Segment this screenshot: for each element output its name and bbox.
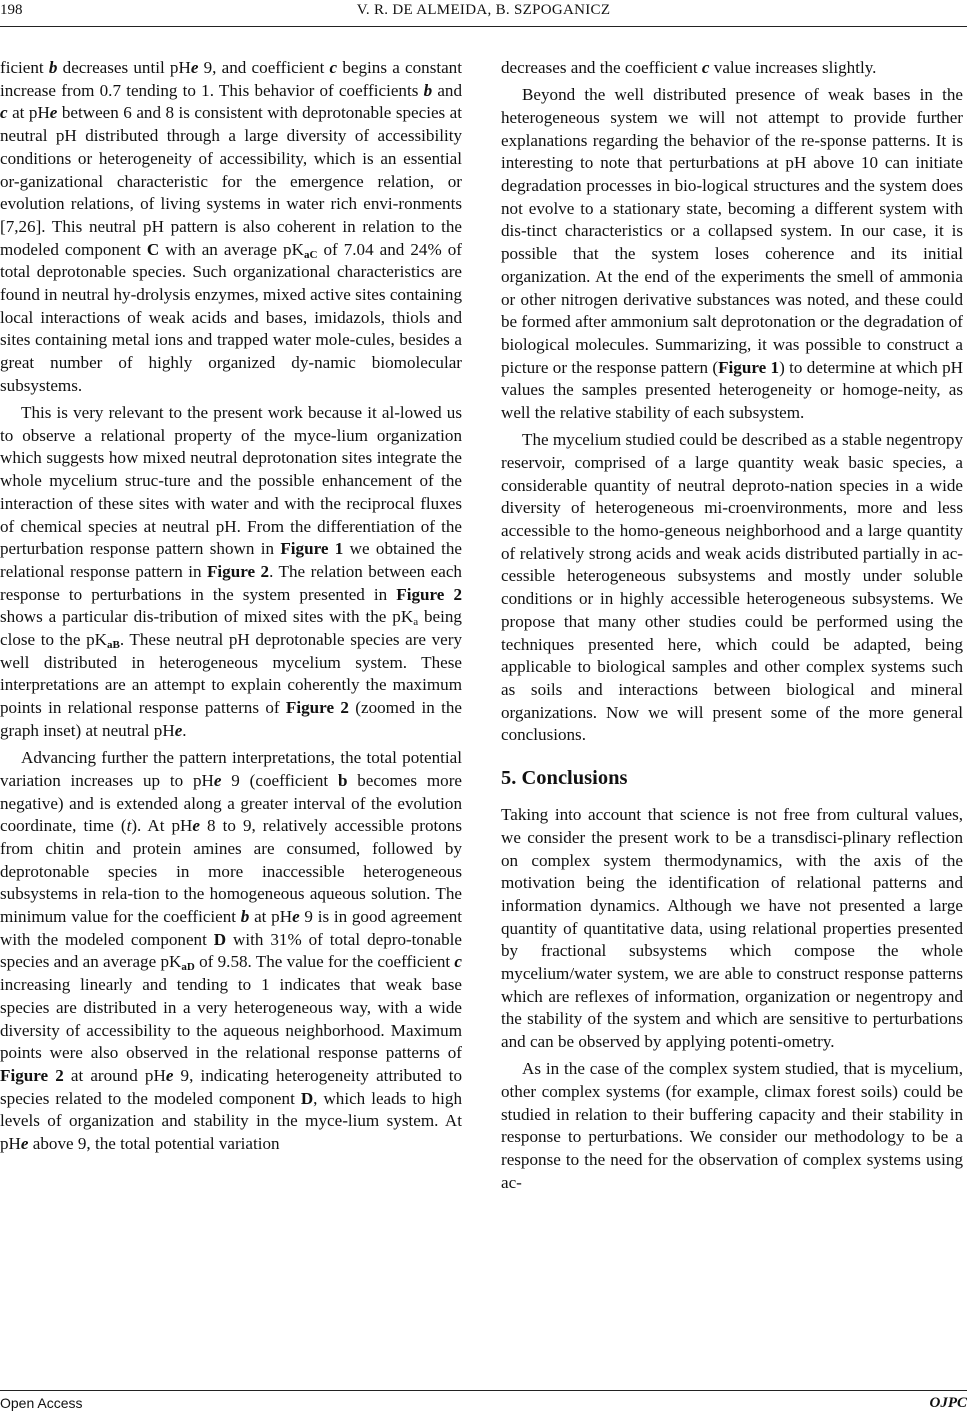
left-paragraph-2: This is very relevant to the present work because it al-lowed us to observe a relational property of the myce-lium organization which suggests how mixed neutral deprotonation sites integrate the whole mycelium struc-ture and the possible enhancement of the interaction of these sites with water and with the reciprocal fluxes of chemical species at neutral pH. From the differentiation of the perturbation response pattern shown in Figure 1 we obtained the relational response pattern in Figure 2. The relation between each response to perturbations in the system presented in Figure 2 shows a particular dis-tribution of mixed sites with the $pK_a$ being close to the $pK_{aB}$. These neutral pH deprotonable species are very well distributed in heterogeneous mycelium system. These interpretations are an attempt to explain coherently the maximum points in relational response patterns of Figure 2 (zoomed in the graph inset) at neutral pHe. bbox=[0, 403, 462, 740]
page-header bbox=[0, 0, 967, 27]
figure-2-ref: Figure 2 bbox=[0, 1065, 64, 1085]
left-paragraph-3: Advancing further the pattern interpretations, the total potential variation increases up to pHe 9 (coefficient b becomes more negative) and is extended along a greater interval of the evolution coordinate, time (t). At pHe 8 to 9, relatively accessible protons from chitin and protein amines are consumed, followed by deprotonable species in more inaccessible heterogeneous subsystems in rela-tion to the homogeneous aqueous solution. The minimum value for the coefficient b at pHe 9 is in good agreement with the modeled component D with 31% of total depro-tonable species and an average $pK_{aD}$ of 9.58. The value for the coefficient c increasing linearly and tending to 1 indicates that weak base species are distributed in a very heterogeneous way, with a wide diversity of accessibility to the aqueous neighborhood. Maximum points were also observed in the relational response patterns of Figure 2 at around pHe 9, indicating heterogeneity attributed to species related to the modeled component D, which leads to high levels of organization and stability in the myce-lium system. At pHe above 9, the total potential variation bbox=[0, 748, 462, 1154]
section-heading-conclusions: 5. Conclusions bbox=[501, 767, 628, 790]
journal-abbrev: OJPC bbox=[929, 1395, 967, 1411]
figure-2-ref: Figure 2 bbox=[285, 698, 349, 718]
figure-2-ref: Figure 2 bbox=[206, 561, 270, 581]
figure-2-ref: Figure 2 bbox=[396, 584, 462, 604]
open-access-label: Open Access bbox=[0, 1395, 83, 1411]
left-column bbox=[0, 57, 462, 1156]
right-paragraph-1: decreases and the coefficient c value increases slightly. bbox=[501, 58, 877, 77]
figure-1-ref: Figure 1 bbox=[718, 357, 780, 377]
right-paragraph-5: As in the case of the complex system studied, that is mycelium, other complex systems (for example, climax forest soils) could be studied in relation to their buffering capacity and their stability in response to perturbations. We consider our methodology to be a response to the need for the observation of complex systems using ac- bbox=[501, 1059, 963, 1192]
right-paragraph-3: The mycelium studied could be described as a stable negentropy reservoir, comprised of a large quantity weak basic species, a considerable quantity of neutral deproto-nation species in a wide diversity of heterogeneous mi-croenvironments, more and less accessible to the homo-geneous neighborhood and a large quantity of relatively strong acids and weak acids distributed partially in ac-cessible heterogeneous subsystems and mostly under soluble conditions or in highly accessible heterogeneous subsystems. We propose that many other studies could be performed using the techniques presented here, which could be adapted, being applicable to biological samples and other complex systems such as soils and interactions between biological and mineral organizations. Now we will present some of the more general conclusions. bbox=[501, 430, 963, 745]
figure-1-ref: Figure 1 bbox=[280, 539, 344, 559]
page-number: 198 bbox=[0, 2, 23, 18]
right-paragraph-2: Beyond the well distributed presence of weak bases in the heterogeneous system we will not attempt to provide further explanations regarding the behavior of the re-sponse patterns. It is interesting to note that perturbations at pH above 10 can initiate degradation processes in bio-logical structures and the system does not evolve to a stationary state, becoming a different system with dis-tinct characteristics or a collapsed system. In our case, it is possible that the system loses coherence and its initial organization. At the end of the experiments the smell of ammonia or other nitrogen derivative substances was noted, and these could be formed after ammonium salt deprotonation or the degradation of biological molecules. Summarizing, it was possible to construct a picture or the response pattern (Figure 1) to determine at which pH values the samples presented heterogeneity or homoge-neity, as well the relative stability of each subsystem. bbox=[501, 85, 963, 423]
left-paragraph-1: ficient b decreases until pHe 9, and coefficient c begins a constant increase from 0.7 tending to 1. This behavior of coefficients b and c at pHe between 6 and 8 is consistent with deprotonable species at neutral pH distributed through a large diversity of accessibility conditions or heterogeneity of accessibility, which is an essential or-ganizational characteristic for the emergence relation, or evolution relations, of living systems in water rich envi-ronments [7,26]. This neutral pH pattern is also coherent in relation to the modeled component C with an average $pK_{aC}$ of 7.04 and 24% of total deprotonable species. Such organizational characteristics are found in neutral hy-drolysis enzymes, mixed active sites containing local interactions of weak acids and bases, imidazols, thiols and sites containing metal ions and trapped water mole-cules, besides a great number of highly organized dy-namic biomolecular subsystems. bbox=[0, 58, 463, 395]
page-footer bbox=[0, 1390, 967, 1413]
running-title: V. R. DE ALMEIDA, B. SZPOGANICZ bbox=[356, 2, 611, 18]
right-paragraph-4: Taking into account that science is not free from cultural values, we consider the present work to be a transdisci-plinary reflection on complex system thermodynamics, with the axis of the motivation being the identification of relational patterns and information dynamics. Although we have not presented a large quantity of quantitative data, using relational properties presented by fractional subsystems which compose the whole mycelium/water system, we are able to construct response patterns which are reflexes of information, organization or negentropy and the stability of the system and which are sensitive to perturbations and can be observed by applying potenti-ometry. bbox=[501, 805, 963, 1052]
right-column bbox=[501, 57, 963, 1195]
